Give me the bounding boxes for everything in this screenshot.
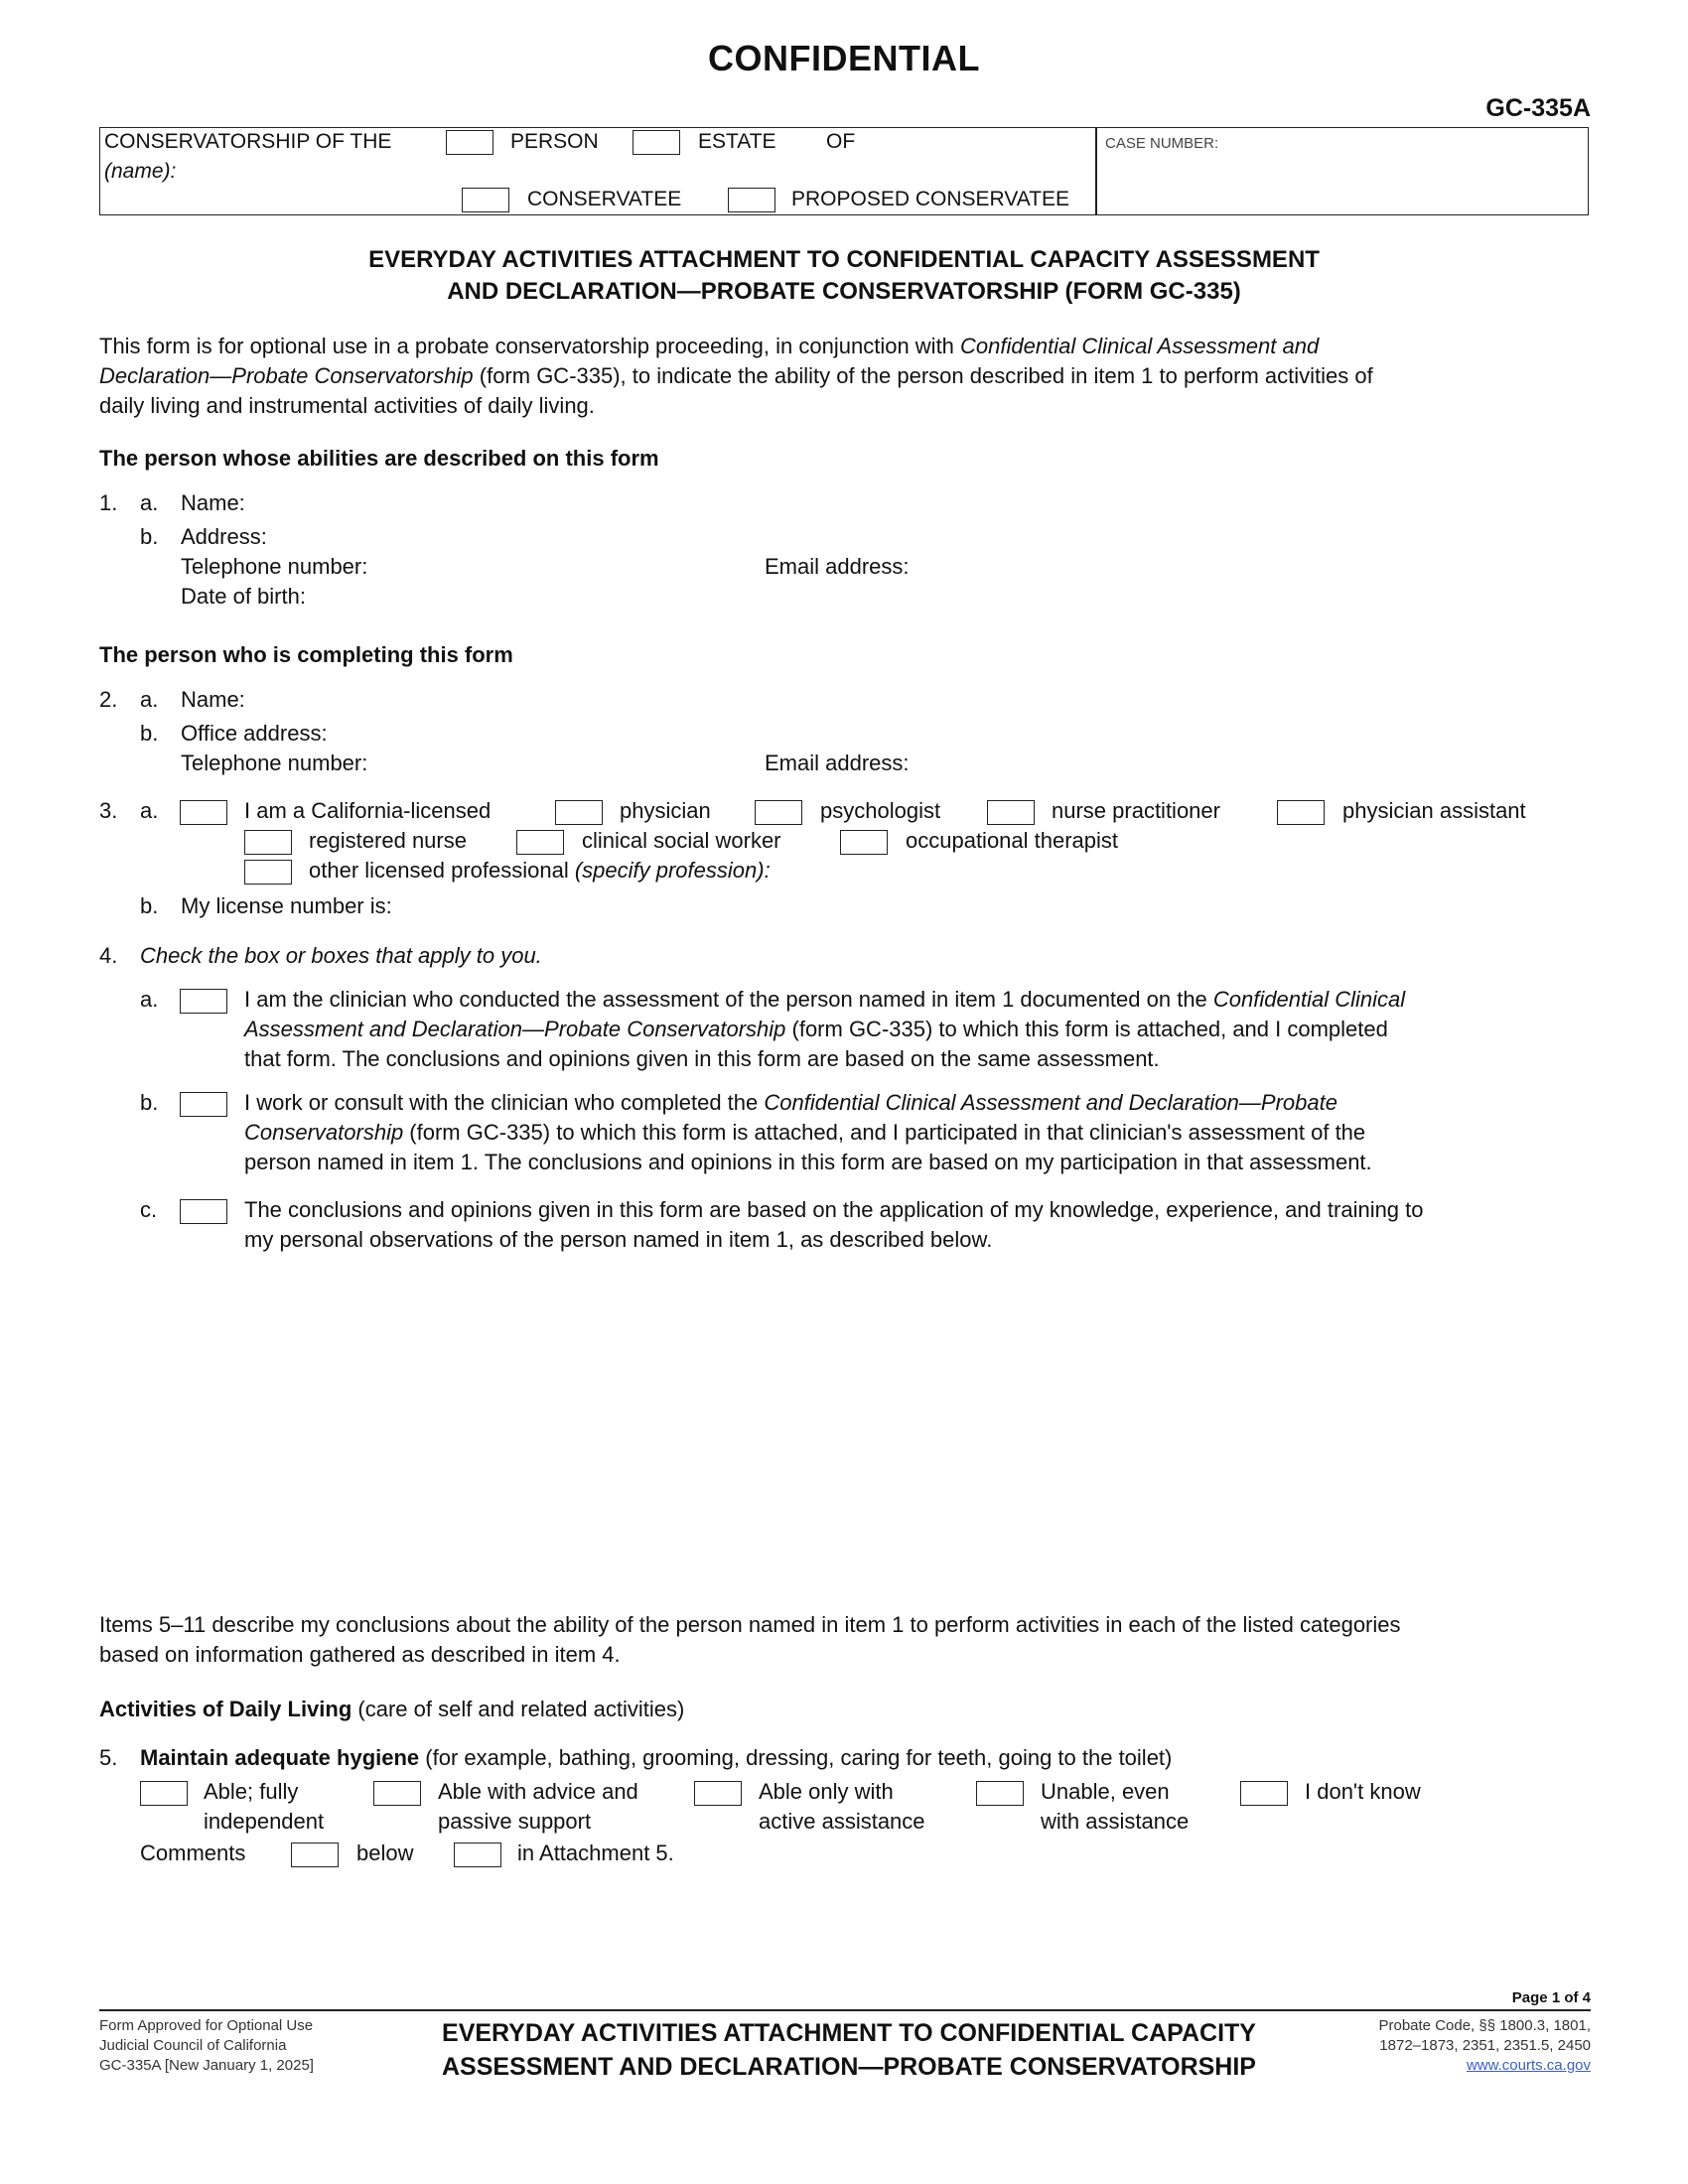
- estate-checkbox[interactable]: [633, 130, 680, 155]
- able-only-with-active-assistance-checkbox[interactable]: [694, 1781, 742, 1806]
- item3a-letter: a.: [140, 798, 159, 823]
- item5-title-text: Maintain adequate hygiene: [140, 1745, 420, 1770]
- person-checkbox[interactable]: [446, 130, 493, 155]
- item4b-text: I work or consult with the clinician who completed the: [244, 1090, 765, 1115]
- registered-nurse-label: registered nurse: [309, 828, 467, 853]
- footer-title-line1: EVERYDAY ACTIVITIES ATTACHMENT TO CONFIDENTIAL CAPACITY: [442, 2019, 1256, 2047]
- intro-text: This form is for optional use in a probate conservatorship proceeding, in conjunction with: [99, 334, 961, 358]
- comments-below-checkbox[interactable]: [291, 1843, 339, 1867]
- item4b-line2: [244, 1118, 1365, 1148]
- item4a-line1: [244, 985, 1405, 1015]
- footer-approved-line3: GC-335A [New January 1, 2025]: [99, 2057, 314, 2074]
- item4b-letter: b.: [140, 1090, 159, 1115]
- item4a-line2: [244, 1015, 1388, 1044]
- item5-examples: (for example, bathing, grooming, dressing, caring for teeth, going to the toilet): [419, 1745, 1173, 1770]
- person-label: PERSON: [510, 130, 599, 153]
- footer-code-line1: Probate Code, §§ 1800.3, 1801,: [1378, 2017, 1591, 2034]
- adl-heading: [99, 1695, 684, 1724]
- item4b-line1: [244, 1088, 1337, 1118]
- item4a-text: I am the clinician who conducted the assessment of the person named in item 1 documented on the: [244, 987, 1213, 1012]
- california-licensed-label: I am a California-licensed: [244, 798, 492, 823]
- item2-number: 2.: [99, 687, 118, 712]
- able-only-with-active-assistance-line1: Able only with: [759, 1779, 894, 1804]
- able-with-advice-line1: Able with advice and: [438, 1779, 638, 1804]
- name-label: (name):: [104, 160, 177, 183]
- intro-form-ref-2: Declaration—Probate Conservatorship: [99, 363, 474, 388]
- comments-attachment-checkbox[interactable]: [454, 1843, 501, 1867]
- footer-approved-line2: Judicial Council of California: [99, 2037, 287, 2054]
- specify-profession-text: (specify profession):: [574, 858, 771, 883]
- item2a-letter: a.: [140, 687, 159, 712]
- adl-heading-sub: (care of self and related activities): [352, 1697, 685, 1721]
- physician-assistant-label: physician assistant: [1342, 798, 1526, 823]
- unable-even-with-assistance-line1: Unable, even: [1041, 1779, 1170, 1804]
- clinical-social-worker-checkbox[interactable]: [516, 830, 564, 855]
- intro-text-2: (form GC-335), to indicate the ability of the person described in item 1 to perform activities of: [473, 363, 1373, 388]
- occupational-therapist-checkbox[interactable]: [840, 830, 888, 855]
- occupational-therapist-label: occupational therapist: [906, 828, 1119, 853]
- able-fully-independent-line1: Able; fully: [204, 1779, 299, 1804]
- item1-telephone-label: Telephone number:: [181, 554, 368, 579]
- other-professional-label: [309, 856, 771, 886]
- items-intro-line1: Items 5–11 describe my conclusions about the ability of the person named in item 1 to perform activities in each of the listed categories: [99, 1612, 1401, 1637]
- case-number-label: CASE NUMBER:: [1105, 135, 1219, 152]
- able-with-advice-checkbox[interactable]: [373, 1781, 421, 1806]
- estate-label: ESTATE: [698, 130, 776, 153]
- dont-know-checkbox[interactable]: [1240, 1781, 1288, 1806]
- item4b-form-ref: Confidential Clinical Assessment and Declaration—Probate: [764, 1090, 1337, 1115]
- item4-number: 4.: [99, 943, 118, 968]
- intro-line2: [99, 361, 1373, 391]
- license-number-label: My license number is:: [181, 893, 392, 918]
- item4b-checkbox[interactable]: [180, 1092, 227, 1117]
- item4c-checkbox[interactable]: [180, 1199, 227, 1224]
- item2b-letter: b.: [140, 721, 159, 746]
- item4b-text-2: (form GC-335) to which this form is attached, and I participated in that clinician's assessment of the: [403, 1120, 1366, 1145]
- item1-dob-label: Date of birth:: [181, 584, 306, 609]
- item4b-form-ref-2: Conservatorship: [244, 1120, 404, 1145]
- item1-number: 1.: [99, 490, 118, 515]
- registered-nurse-checkbox[interactable]: [244, 830, 292, 855]
- item5-title: [140, 1743, 1172, 1773]
- item1-email-label: Email address:: [765, 554, 910, 579]
- nurse-practitioner-label: nurse practitioner: [1052, 798, 1220, 823]
- form-title-line1: EVERYDAY ACTIVITIES ATTACHMENT TO CONFIDENTIAL CAPACITY ASSESSMENT: [368, 246, 1320, 273]
- item1-name-label: Name:: [181, 490, 245, 515]
- item4c-line2: my personal observations of the person named in item 1, as described below.: [244, 1227, 993, 1252]
- able-only-with-active-assistance-line2: active assistance: [759, 1809, 925, 1834]
- confidential-heading: CONFIDENTIAL: [708, 38, 980, 78]
- intro-line3: daily living and instrumental activities of daily living.: [99, 393, 595, 418]
- footer-rule: [99, 2009, 1591, 2011]
- footer-website-link[interactable]: www.courts.ca.gov: [1466, 2057, 1591, 2074]
- items-intro-line2: based on information gathered as described in item 4.: [99, 1642, 621, 1667]
- item4c-letter: c.: [140, 1197, 158, 1222]
- form-number: GC-335A: [1485, 94, 1591, 122]
- footer-code-line2: 1872–1873, 2351, 2351.5, 2450: [1379, 2037, 1591, 2054]
- comments-label: Comments: [140, 1841, 246, 1865]
- able-with-advice-line2: passive support: [438, 1809, 592, 1834]
- intro-form-ref: Confidential Clinical Assessment and: [960, 334, 1320, 358]
- conservatee-checkbox[interactable]: [462, 188, 509, 212]
- item4-instruction: Check the box or boxes that apply to you.: [140, 943, 542, 968]
- item4c-line1: The conclusions and opinions given in this form are based on the application of my knowledge, experience, and training to: [244, 1197, 1424, 1222]
- section1-heading: The person whose abilities are described on this form: [99, 446, 659, 471]
- comments-below-label: below: [356, 1841, 414, 1865]
- physician-label: physician: [620, 798, 711, 823]
- section2-heading: The person who is completing this form: [99, 642, 513, 667]
- unable-even-with-assistance-checkbox[interactable]: [976, 1781, 1024, 1806]
- item4a-text-2: (form GC-335) to which this form is attached, and I completed: [785, 1017, 1388, 1041]
- caption-divider: [1095, 127, 1097, 215]
- item4a-letter: a.: [140, 987, 159, 1012]
- conservatee-label: CONSERVATEE: [527, 188, 682, 210]
- item3-number: 3.: [99, 798, 118, 823]
- able-fully-independent-checkbox[interactable]: [140, 1781, 188, 1806]
- clinical-social-worker-label: clinical social worker: [582, 828, 781, 853]
- item2-office-address-label: Office address:: [181, 721, 328, 746]
- item2-telephone-label: Telephone number:: [181, 751, 368, 775]
- other-professional-text: other licensed professional: [309, 858, 575, 883]
- nurse-practitioner-checkbox[interactable]: [987, 800, 1035, 825]
- psychologist-label: psychologist: [820, 798, 941, 823]
- item5-number: 5.: [99, 1745, 118, 1770]
- item1b-letter: b.: [140, 524, 159, 549]
- intro-line1: [99, 332, 1319, 361]
- footer-title-line2: ASSESSMENT AND DECLARATION—PROBATE CONSERVATORSHIP: [442, 2053, 1256, 2081]
- psychologist-checkbox[interactable]: [755, 800, 802, 825]
- footer-approved-line1: Form Approved for Optional Use: [99, 2017, 314, 2034]
- dont-know-label: I don't know: [1305, 1779, 1421, 1804]
- item3b-letter: b.: [140, 893, 159, 918]
- form-title-line2: AND DECLARATION—PROBATE CONSERVATORSHIP (FORM GC-335): [447, 278, 1241, 305]
- other-professional-checkbox[interactable]: [244, 860, 292, 885]
- item2-email-label: Email address:: [765, 751, 910, 775]
- comments-attachment-label: in Attachment 5.: [517, 1841, 674, 1865]
- item4a-form-ref-2: Assessment and Declaration—Probate Conservatorship: [244, 1017, 786, 1041]
- proposed-conservatee-label: PROPOSED CONSERVATEE: [791, 188, 1070, 210]
- california-licensed-checkbox[interactable]: [180, 800, 227, 825]
- of-label: OF: [826, 130, 856, 153]
- able-fully-independent-line2: independent: [204, 1809, 325, 1834]
- item4a-form-ref: Confidential Clinical: [1212, 987, 1406, 1012]
- physician-assistant-checkbox[interactable]: [1277, 800, 1325, 825]
- item4a-line3: that form. The conclusions and opinions given in this form are based on the same assessment.: [244, 1046, 1160, 1071]
- item2-name-label: Name:: [181, 687, 245, 712]
- page-number: Page 1 of 4: [1511, 1989, 1591, 2006]
- physician-checkbox[interactable]: [555, 800, 603, 825]
- unable-even-with-assistance-line2: with assistance: [1041, 1809, 1190, 1834]
- proposed-conservatee-checkbox[interactable]: [728, 188, 775, 212]
- adl-heading-text: Activities of Daily Living: [99, 1697, 352, 1721]
- item1-address-label: Address:: [181, 524, 267, 549]
- item4a-checkbox[interactable]: [180, 989, 227, 1014]
- item4b-line3: person named in item 1. The conclusions and opinions in this form are based on my participation in that assessment.: [244, 1150, 1372, 1174]
- item1a-letter: a.: [140, 490, 159, 515]
- conservatorship-label: CONSERVATORSHIP OF THE: [104, 130, 392, 153]
